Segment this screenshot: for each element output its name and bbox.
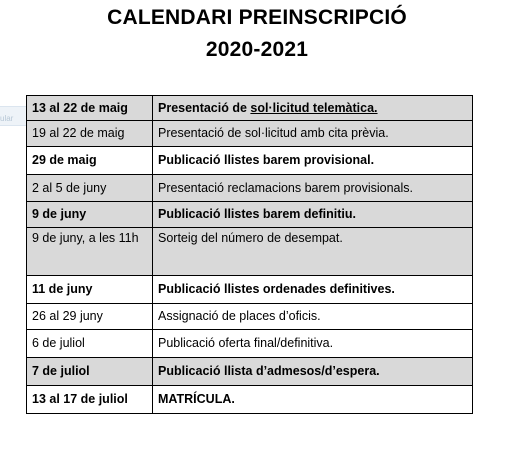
- schedule-date: 9 de juny: [27, 202, 153, 228]
- schedule-row: [27, 304, 473, 330]
- schedule-row: [27, 121, 473, 147]
- schedule-row: [27, 147, 473, 175]
- side-panel-fragment-label: ular: [0, 114, 14, 123]
- schedule-table: [26, 95, 473, 414]
- schedule-description: MATRÍCULA.: [153, 386, 473, 414]
- schedule-row: [27, 276, 473, 304]
- schedule-date: 19 al 22 de maig: [27, 121, 153, 147]
- schedule-description: Publicació llistes barem definitiu.: [153, 202, 473, 228]
- schedule-description-text: Presentació de: [158, 100, 251, 115]
- schedule-description: Sorteig del número de desempat.: [153, 228, 473, 276]
- schedule-date: 29 de maig: [27, 147, 153, 175]
- schedule-description: Presentació reclamacions barem provisionals.: [153, 175, 473, 202]
- schedule-date: 6 de juliol: [27, 330, 153, 358]
- schedule-date: 13 al 22 de maig: [27, 96, 153, 121]
- schedule-description: Publicació llistes ordenades definitives.: [153, 276, 473, 304]
- schedule-description: Publicació llista d’admesos/d’espera.: [153, 358, 473, 386]
- schedule-date: 7 de juliol: [27, 358, 153, 386]
- schedule-date: 13 al 17 de juliol: [27, 386, 153, 414]
- schedule-date: 26 al 29 juny: [27, 304, 153, 330]
- page-subtitle-year: 2020-2021: [205, 38, 309, 61]
- schedule-description: Assignació de places d’oficis.: [153, 304, 473, 330]
- schedule-description: Publicació oferta final/definitiva.: [153, 330, 473, 358]
- schedule-date: 2 al 5 de juny: [27, 175, 153, 202]
- schedule-description-underlined: sol·licitud telemàtica.: [250, 100, 378, 115]
- schedule-row: [27, 330, 473, 358]
- schedule-row: [27, 175, 473, 202]
- schedule-date: 11 de juny: [27, 276, 153, 304]
- schedule-row: [27, 228, 473, 276]
- schedule-description: Presentació de sol·licitud amb cita prèvia.: [153, 121, 473, 147]
- schedule-row: [27, 358, 473, 386]
- page-title: CALENDARI PREINSCRIPCIÓ: [107, 6, 407, 29]
- schedule-description: [153, 96, 473, 121]
- schedule-row: [27, 96, 473, 121]
- schedule-description: Publicació llistes barem provisional.: [153, 147, 473, 175]
- schedule-row: [27, 202, 473, 228]
- schedule-date: 9 de juny, a les 11h: [27, 228, 153, 276]
- schedule-row: [27, 386, 473, 414]
